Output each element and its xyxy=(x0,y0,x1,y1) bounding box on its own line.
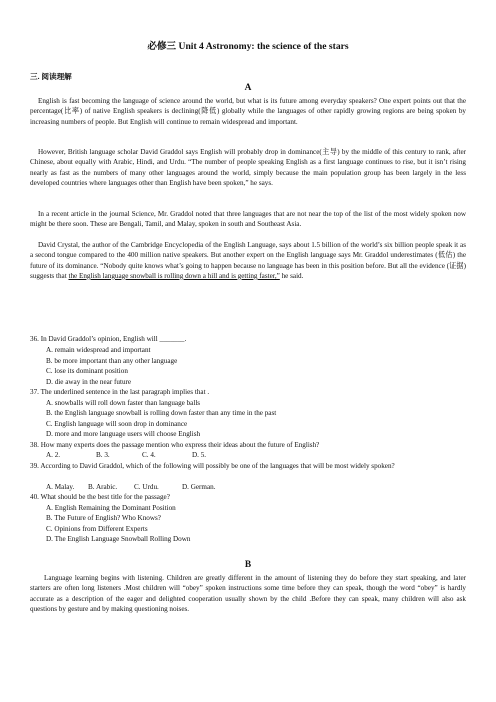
question-36-option-a: A. remain widespread and important xyxy=(46,346,151,354)
question-37-option-d: D. more and more language users will choose English xyxy=(46,430,201,438)
question-38-option-b: B. 3. xyxy=(96,451,110,459)
passage-b-paragraph-1: Language learning begins with listening. Children are greatly different in the amount of listening they do before they start speaking, and later starters are often long listeners .Most children will “obey” spoken instructions some time before they can speak, though the word “obey” is hardly accurate as a description of the eager and delighted cooperation usually shown by the child .Before they can speak, many children will also ask questions by gesture and by making questioning noises. xyxy=(30,574,466,613)
question-40-option-a: A. English Remaining the Dominant Position xyxy=(46,504,176,512)
passage-b-letter: B xyxy=(244,560,252,570)
question-38-option-a: A. 2. xyxy=(46,451,61,459)
passage-a-letter: A xyxy=(244,83,252,93)
paragraph-4-tail: he said. xyxy=(279,271,304,280)
passage-a-paragraph-3: In a recent article in the journal Science, Mr. Graddol noted that three languages that are not near the top of the list of the most widely spoken now might be there soon. These are Bengali, Tamil, and Malay, spoken in south and Southeast Asia. xyxy=(30,210,466,229)
section-heading: 三. 阅读理解 xyxy=(30,72,72,81)
page-title: 必修三 Unit 4 Astronomy: the science of the stars xyxy=(147,41,349,52)
question-40-option-d: D. The English Language Snowball Rolling Down xyxy=(46,535,191,543)
passage-a-paragraph-4 xyxy=(30,240,466,281)
question-40-stem: 40. What should be the best title for the passage? xyxy=(30,493,170,501)
question-37-option-c: C. English language will soon drop in dominance xyxy=(46,420,188,428)
question-39-option-d: D. German. xyxy=(182,483,216,491)
question-37-stem: 37. The underlined sentence in the last paragraph implies that . xyxy=(30,388,210,396)
underlined-sentence: the English language snowball is rolling down a hill and is getting faster,” xyxy=(68,271,280,280)
question-39-option-c: C. Urdu. xyxy=(134,483,159,491)
question-39-stem: 39. According to David Graddol, which of the following will possibly be one of the languages that will be most widely spoken? xyxy=(30,462,395,470)
question-38-option-c: C. 4. xyxy=(142,451,156,459)
question-36-stem: 36. In David Graddol’s opinion, English will _______. xyxy=(30,335,187,343)
question-39-options xyxy=(46,482,216,492)
question-36-option-b: B. be more important than any other language xyxy=(46,357,178,365)
question-37-option-a: A. snowballs will roll down faster than language balls xyxy=(46,399,201,407)
question-38-options xyxy=(46,450,206,460)
question-36-option-c: C. lose its dominant position xyxy=(46,367,128,375)
question-40-option-b: B. The Future of English? Who Knows? xyxy=(46,514,161,522)
question-39-option-a: A. Malay. xyxy=(46,483,75,491)
question-36-option-d: D. die away in the near future xyxy=(46,378,132,386)
passage-a-paragraph-1: English is fast becoming the language of science around the world, but what is its future among everyday speakers? One expert points out that the percentage(比率) of native English speakers is declining(降低) globally while the languages of other rapidly growing regions are being spoken by increasing numbers of people. But English will continue to remain widespread and important. xyxy=(30,97,466,126)
passage-a-paragraph-2: However, British language scholar David Graddol says English will probably drop in dominance(主导) by the middle of this century to rank, after Chinese, about equally with Arabic, Hindi, and Urdu. “The number of people speaking English as a first language continues to rise, but it isn’t rising nearly as fast as the numbers of many other languages around the world, simply because the main population group has been largely in the less developed countries where languages other than English have been spoken,” he says. xyxy=(30,148,466,187)
paragraph-4-text: David Crystal, the author of the Cambridge Encyclopedia of the English Language, says about 1.5 billion of the world’s six billion people speak it as a second tongue compared to the 400 million native speakers. But another expert on the English language says Mr. Graddol underestimates (低估) the future of its dominance. “Nobody quite knows what’s going to happen because no language has been in this position before. But all the evidence (证据) suggests that xyxy=(30,241,466,280)
question-39-option-b: B. Arabic. xyxy=(88,483,118,491)
question-40-option-c: C. Opinions from Different Experts xyxy=(46,525,148,533)
question-37-option-b: B. the English language snowball is rolling down faster than any time in the past xyxy=(46,409,277,417)
question-38-option-d: D. 5. xyxy=(192,451,207,459)
question-38-stem: 38. How many experts does the passage mention who express their ideas about the future of English? xyxy=(30,441,320,449)
